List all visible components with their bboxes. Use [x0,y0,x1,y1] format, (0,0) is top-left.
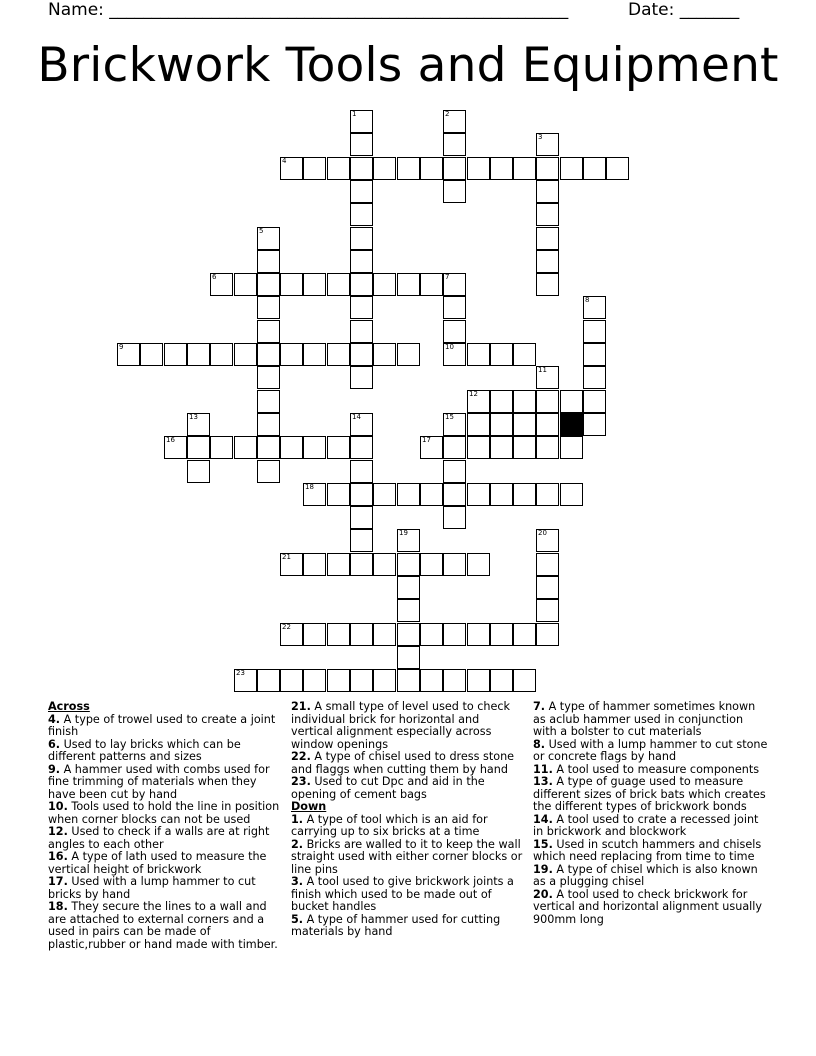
grid-cell[interactable] [280,436,303,459]
clue-number: 7 [445,273,450,281]
clue-number: 16. [48,850,68,863]
grid-cell[interactable] [583,320,606,343]
grid-cell[interactable] [536,436,559,459]
grid-cell[interactable] [560,157,583,180]
clue-number: 4. [48,712,61,726]
grid-cell[interactable] [187,343,210,366]
clue-number: 10 [445,343,454,351]
clue-text: They secure the lines to a wall and are attached to external corners and a used in pairs can be made of plastic,rubber or hand made with timber. [48,900,278,951]
grid-cell[interactable] [467,436,490,459]
grid-cell[interactable] [443,436,466,459]
clue-number: 2. [291,837,304,851]
clue-number: 23. [291,775,311,788]
grid-cell[interactable] [280,623,303,646]
clue-number: 3. [291,875,304,888]
clue-number: 22 [282,623,291,631]
grid-cell[interactable] [513,390,536,413]
grid-cell[interactable] [490,390,513,413]
grid-cell[interactable] [350,343,373,366]
page-title: Brickwork Tools and Equipment [37,38,779,93]
grid-cell[interactable] [536,576,559,599]
grid-cell[interactable] [443,133,466,156]
clue [48,901,280,951]
grid-cell[interactable] [490,623,513,646]
grid-cell[interactable] [350,296,373,319]
grid-cell[interactable] [257,273,280,296]
grid-cell[interactable] [303,669,326,692]
grid-cell[interactable] [536,623,559,646]
grid-cell[interactable] [536,157,559,180]
clue-number: 8. [533,737,546,751]
grid-cell[interactable] [350,366,373,389]
grid-cell[interactable] [327,343,350,366]
grid-cell[interactable] [443,110,466,133]
grid-cell[interactable] [303,483,326,506]
grid-cell[interactable] [467,343,490,366]
grid-cell[interactable] [420,273,443,296]
clue [533,839,769,864]
grid-cell[interactable] [327,483,350,506]
clue-number: 9. [48,762,61,776]
clue [48,739,280,764]
grid-cell[interactable] [327,436,350,459]
clue-text: Used in scutch hammers and chisels which need replacing from time to time [533,837,762,863]
grid-cell[interactable] [280,157,303,180]
clue-text: A small type of level used to check individual brick for horizontal and vertical alignment especially across window openings [291,700,510,751]
grid-cell[interactable] [443,273,466,296]
clue-number: 20. [533,887,553,901]
grid-cell[interactable] [606,157,629,180]
grid-cell[interactable] [350,413,373,436]
grid-cell[interactable] [513,157,536,180]
clue-section-heading: Down [291,800,327,813]
grid-cell[interactable] [443,506,466,529]
clue [533,864,769,889]
grid-cell[interactable] [513,343,536,366]
clue-number: 1 [352,110,357,118]
grid-cell[interactable] [280,553,303,576]
grid-cell[interactable] [397,576,420,599]
grid-cell[interactable] [327,553,350,576]
grid-cell[interactable] [397,599,420,622]
date-field-label[interactable]: Date: _______ [628,0,740,20]
clue-number: 7. [533,700,546,713]
grid-cell[interactable] [257,250,280,273]
grid-cell[interactable] [443,320,466,343]
grid-cell[interactable] [187,436,210,459]
clue-text: Used to check if a walls are at right angles to each other [48,825,270,851]
clue [291,876,523,914]
grid-cell[interactable] [397,553,420,576]
grid-cell[interactable] [303,343,326,366]
grid-cell[interactable] [513,623,536,646]
grid-cell[interactable] [536,599,559,622]
clue-number: 1. [291,812,304,826]
clue-number: 12 [469,390,478,398]
grid-cell[interactable] [490,413,513,436]
grid-cell[interactable] [443,157,466,180]
grid-cell[interactable] [490,343,513,366]
clue-text: A tool used to measure components [552,762,760,776]
grid-cell[interactable] [373,343,396,366]
grid-cell[interactable] [536,413,559,436]
clue-number: 12. [48,825,68,838]
clue [533,776,769,814]
clue-number: 8 [585,296,590,304]
grid-cell[interactable] [420,157,443,180]
clue [291,776,523,801]
clue [291,914,523,939]
name-field-label[interactable]: Name: ______________________________________________________ [48,0,569,20]
grid-cell[interactable] [257,413,280,436]
grid-cell[interactable] [560,390,583,413]
grid-cell[interactable] [490,483,513,506]
grid-cell[interactable] [257,460,280,483]
clue-text: Used with a lump hammer to cut stone or concrete flags by hand [533,737,768,763]
clue-text: A type of tool which is an aid for carrying up to six bricks at a time [291,812,488,838]
clue-text: Used to cut Dpc and aid in the opening of cement bags [291,775,485,801]
grid-cell[interactable] [513,669,536,692]
clue-number: 9 [119,343,124,351]
clue-number: 14 [352,413,361,421]
grid-cell[interactable] [280,669,303,692]
clue-number: 23 [236,669,245,677]
clue-text: A type of hammer sometimes known as aclub hammer used in conjunction with a bolster to cut materials [533,700,756,738]
grid-cell[interactable] [350,623,373,646]
grid-cell[interactable] [257,436,280,459]
grid-cell[interactable] [467,483,490,506]
clue-number: 19 [399,529,408,537]
grid-cell[interactable] [560,483,583,506]
grid-cell[interactable] [443,180,466,203]
grid-cell[interactable] [257,669,280,692]
grid-cell[interactable] [467,157,490,180]
grid-cell[interactable] [257,227,280,250]
clue [533,701,769,739]
grid-cell[interactable] [350,506,373,529]
clue-number: 14. [533,812,553,826]
clue-number: 15 [445,413,454,421]
grid-cell[interactable] [420,623,443,646]
clue [48,826,280,851]
clue-number: 18 [305,483,314,491]
grid-cell[interactable] [467,390,490,413]
grid-cell[interactable] [420,483,443,506]
grid-cell[interactable] [234,669,257,692]
grid-cell[interactable] [397,157,420,180]
grid-cell[interactable] [257,366,280,389]
clue-number: 19. [533,862,553,876]
clue-text: Bricks are walled to it to keep the wall straight used with either corner blocks or line pins [291,837,523,876]
grid-cell[interactable] [397,343,420,366]
grid-cell[interactable] [536,250,559,273]
grid-cell[interactable] [303,157,326,180]
grid-cell[interactable] [280,343,303,366]
clue-text: A type of chisel used to dress stone and flaggs when cutting them by hand [291,750,515,776]
clue-text: A type of chisel which is also known as a plugging chisel [533,862,758,888]
grid-cell[interactable] [327,669,350,692]
grid-cell[interactable] [327,157,350,180]
grid-cell[interactable] [536,273,559,296]
clue-text: A hammer used with combs used for fine trimming of materials when they have been cut by hand [48,762,270,801]
clues-column-2 [291,701,523,939]
clue-number: 22. [291,750,311,763]
grid-cell[interactable] [397,483,420,506]
clue-text: A tool used to check brickwork for vertical and horizontal alignment usually 900mm long [533,887,763,926]
grid-cell[interactable] [164,436,187,459]
clue [48,851,280,876]
clue [291,814,523,839]
grid-cell[interactable] [187,460,210,483]
grid-cell[interactable] [536,180,559,203]
grid-cell[interactable] [443,553,466,576]
grid-cell[interactable] [350,273,373,296]
clue-text: A type of guage used to measure different sizes of brick bats which creates the different types of brickwork bonds [533,775,766,813]
clue [48,876,280,901]
clue-number: 17. [48,875,68,888]
grid-cell[interactable] [560,436,583,459]
grid-cell[interactable] [373,483,396,506]
grid-cell[interactable] [234,436,257,459]
clue-number: 6 [212,273,217,281]
grid-cell[interactable] [420,553,443,576]
clue-number: 11. [533,762,553,776]
clue [48,764,280,802]
grid-cell[interactable] [187,413,210,436]
grid-cell[interactable] [350,157,373,180]
grid-cell[interactable] [117,343,140,366]
clue-number: 15. [533,837,553,851]
grid-cell[interactable] [490,436,513,459]
grid-cell[interactable] [397,529,420,552]
grid-cell[interactable] [373,553,396,576]
clue-number: 13. [533,775,553,788]
grid-cell[interactable] [583,413,606,436]
grid-cell[interactable] [234,273,257,296]
grid-cell[interactable] [443,623,466,646]
clue-number: 2 [445,110,450,118]
grid-cell[interactable] [443,483,466,506]
grid-cell[interactable] [536,483,559,506]
black-cell [560,413,583,436]
grid-cell[interactable] [350,529,373,552]
grid-cell[interactable] [467,669,490,692]
grid-cell[interactable] [467,623,490,646]
grid-cell[interactable] [350,436,373,459]
clue-number: 3 [538,133,543,141]
grid-cell[interactable] [350,250,373,273]
clue-number: 11 [538,366,547,374]
grid-cell[interactable] [303,623,326,646]
grid-cell[interactable] [536,203,559,226]
clues-column-1 [48,701,280,951]
clue-text: Used to lay bricks which can be different patterns and sizes [48,737,241,763]
grid-cell[interactable] [583,390,606,413]
grid-cell[interactable] [490,157,513,180]
grid-cell[interactable] [536,133,559,156]
grid-cell[interactable] [536,553,559,576]
grid-cell[interactable] [536,390,559,413]
grid-cell[interactable] [397,646,420,669]
grid-cell[interactable] [536,227,559,250]
clue [48,714,280,739]
grid-cell[interactable] [350,180,373,203]
clue-number: 4 [282,157,287,165]
grid-cell[interactable] [210,436,233,459]
clue-number: 21. [291,700,311,713]
clue-text: A type of lath used to measure the vertical height of brickwork [48,850,267,876]
grid-cell[interactable] [513,483,536,506]
grid-cell[interactable] [327,273,350,296]
grid-cell[interactable] [140,343,163,366]
grid-cell[interactable] [350,320,373,343]
grid-cell[interactable] [257,390,280,413]
clue-number: 10. [48,800,68,813]
grid-cell[interactable] [420,669,443,692]
grid-cell[interactable] [373,273,396,296]
grid-cell[interactable] [373,157,396,180]
clue-text: A tool used to crate a recessed joint in brickwork and blockwork [533,812,759,838]
grid-cell[interactable] [257,320,280,343]
grid-cell[interactable] [373,623,396,646]
grid-cell[interactable] [467,553,490,576]
clue [48,801,280,826]
clue [533,739,769,764]
clue-number: 5 [259,227,264,235]
clue-text: Tools used to hold the line in position when corner blocks can not be used [48,800,280,826]
grid-cell[interactable] [303,553,326,576]
grid-cell[interactable] [350,483,373,506]
grid-cell[interactable] [467,413,490,436]
grid-cell[interactable] [234,343,257,366]
clue-section-heading: Across [48,700,90,713]
grid-cell[interactable] [490,669,513,692]
clue-number: 16 [166,436,175,444]
grid-cell[interactable] [350,227,373,250]
grid-cell[interactable] [420,436,443,459]
grid-cell[interactable] [327,623,350,646]
clue [291,751,523,776]
clue-text: A tool used to give brickwork joints a finish which used to be made out of bucket handles [291,875,514,913]
clue-number: 13 [189,413,198,421]
grid-cell[interactable] [350,553,373,576]
grid-cell[interactable] [583,157,606,180]
grid-cell[interactable] [536,529,559,552]
grid-cell[interactable] [443,460,466,483]
grid-cell[interactable] [210,343,233,366]
grid-cell[interactable] [443,413,466,436]
grid-cell[interactable] [350,669,373,692]
grid-cell[interactable] [350,460,373,483]
clue [291,839,523,877]
grid-cell[interactable] [257,343,280,366]
clue-number: 20 [538,529,547,537]
clue-number: 18. [48,900,68,913]
clue-number: 6. [48,737,61,751]
grid-cell[interactable] [303,273,326,296]
grid-cell[interactable] [397,273,420,296]
grid-cell[interactable] [443,669,466,692]
grid-cell[interactable] [373,669,396,692]
clue-text: Used with a lump hammer to cut bricks by hand [48,875,256,901]
clue-text: A type of hammer used for cutting materials by hand [291,912,501,938]
grid-cell[interactable] [536,366,559,389]
grid-cell[interactable] [350,203,373,226]
clue [291,701,523,751]
grid-cell[interactable] [210,273,233,296]
grid-cell[interactable] [513,436,536,459]
grid-cell[interactable] [443,343,466,366]
grid-cell[interactable] [280,273,303,296]
clue-number: 5. [291,912,304,926]
grid-cell[interactable] [164,343,187,366]
grid-cell[interactable] [303,436,326,459]
grid-cell[interactable] [583,296,606,319]
grid-cell[interactable] [583,366,606,389]
clue [533,814,769,839]
clue-text: A type of trowel used to create a joint finish [48,712,276,738]
grid-cell[interactable] [350,110,373,133]
grid-cell[interactable] [583,343,606,366]
grid-cell[interactable] [443,296,466,319]
grid-cell[interactable] [397,669,420,692]
grid-cell[interactable] [350,133,373,156]
clue-number: 21 [282,553,291,561]
clue [533,889,769,927]
clues-column-3 [533,701,769,926]
clue-number: 17 [422,436,431,444]
grid-cell[interactable] [257,296,280,319]
grid-cell[interactable] [513,413,536,436]
grid-cell[interactable] [397,623,420,646]
